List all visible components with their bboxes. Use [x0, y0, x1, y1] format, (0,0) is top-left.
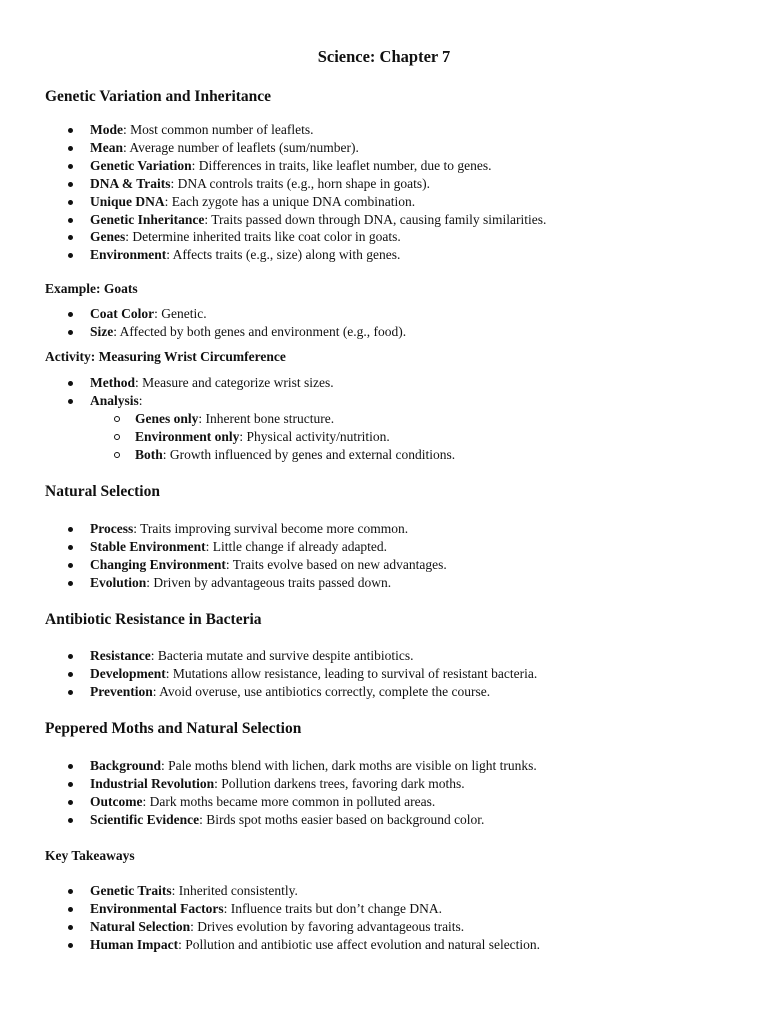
definition: : Differences in traits, like leaflet number, due to genes.	[191, 157, 492, 173]
analysis-sublist	[90, 410, 740, 464]
definition: : Each zygote has a unique DNA combination.	[164, 193, 416, 209]
list-item	[0, 193, 740, 211]
term: Process	[90, 521, 134, 536]
term: Unique DNA	[90, 193, 165, 209]
definition: : Traits improving survival become more common.	[133, 521, 409, 536]
list-item	[0, 900, 740, 918]
definition: : Traits evolve based on new advantages.	[225, 556, 447, 572]
term: Scientific Evidence	[90, 811, 200, 827]
definition: : Bacteria mutate and survive despite antibiotics.	[150, 648, 414, 663]
term: Background	[90, 758, 162, 773]
list-item	[0, 556, 740, 574]
term: Prevention	[90, 683, 153, 699]
example-goats-list	[0, 305, 740, 341]
list-item	[0, 665, 740, 683]
definition: : Mutations allow resistance, leading to survival of resistant bacteria.	[165, 665, 538, 681]
term: Evolution	[90, 574, 147, 590]
term: Mode	[90, 122, 123, 137]
page-title: Science: Chapter 7	[317, 47, 451, 66]
definition: : Influence traits but don’t change DNA.	[223, 900, 442, 916]
definition: : Genetic.	[154, 306, 207, 321]
definition: : Traits passed down through DNA, causing family similarities.	[204, 211, 547, 227]
key-takeaways-list	[0, 882, 740, 954]
term: Analysis	[90, 392, 139, 408]
natural-selection-list	[0, 520, 740, 592]
term: Environment	[90, 247, 167, 263]
list-item	[0, 228, 740, 246]
section-heading-genetic-variation: Genetic Variation and Inheritance	[45, 88, 272, 105]
list-item	[0, 538, 740, 556]
definition: : Affected by both genes and environment (e.g., food).	[113, 323, 407, 339]
section-heading-example-goats: Example: Goats	[45, 281, 138, 296]
list-item	[0, 374, 740, 392]
definition: : Pollution darkens trees, favoring dark moths.	[214, 775, 465, 791]
section-heading-key-takeaways: Key Takeaways	[45, 848, 135, 863]
genetic-variation-list	[0, 121, 740, 264]
term: Method	[90, 375, 135, 390]
term: Natural Selection	[90, 918, 191, 934]
list-item	[0, 175, 740, 193]
definition: : Affects traits (e.g., size) along with genes.	[166, 247, 401, 263]
definition: : Little change if already adapted.	[205, 538, 388, 554]
section-heading-natural-selection: Natural Selection	[45, 483, 160, 500]
term: Genetic Traits	[90, 883, 172, 898]
list-item	[0, 918, 740, 936]
list-item	[0, 246, 740, 264]
term: Environment only	[135, 428, 240, 444]
sub-list-item	[90, 410, 740, 428]
list-item	[0, 211, 740, 229]
term: Genes only	[135, 410, 199, 426]
list-item	[0, 392, 740, 464]
list-item	[0, 936, 740, 954]
list-item	[0, 683, 740, 701]
term: Changing Environment	[90, 556, 226, 572]
definition: : Avoid overuse, use antibiotics correctly, complete the course.	[152, 683, 491, 699]
sub-list-item	[90, 428, 740, 446]
list-item	[0, 121, 740, 139]
section-heading-peppered-moths: Peppered Moths and Natural Selection	[45, 720, 302, 737]
term: Development	[90, 665, 166, 681]
term: Genetic Inheritance	[90, 211, 205, 227]
term: Stable Environment	[90, 538, 206, 554]
list-item	[0, 793, 740, 811]
definition: : Growth influenced by genes and external conditions.	[162, 446, 456, 462]
definition: : Most common number of leaflets.	[123, 122, 314, 137]
section-heading-wrist-activity: Activity: Measuring Wrist Circumference	[45, 349, 286, 364]
term: Both	[135, 446, 163, 462]
definition: : Determine inherited traits like coat color in goats.	[125, 229, 401, 245]
definition: :	[138, 392, 143, 408]
term: Environmental Factors	[90, 900, 224, 916]
term: Outcome	[90, 793, 143, 809]
term: Resistance	[90, 648, 151, 663]
list-item	[0, 323, 740, 341]
peppered-moths-list	[0, 757, 740, 829]
term: Mean	[90, 139, 123, 155]
definition: : Inherent bone structure.	[198, 410, 335, 426]
list-item	[0, 157, 740, 175]
definition: : Driven by advantageous traits passed down.	[146, 574, 392, 590]
list-item	[0, 775, 740, 793]
list-item	[0, 520, 740, 538]
definition: : Inherited consistently.	[171, 883, 298, 898]
term: Genetic Variation	[90, 157, 192, 173]
list-item	[0, 647, 740, 665]
antibiotic-resistance-list	[0, 647, 740, 701]
definition: : Pollution and antibiotic use affect evolution and natural selection.	[178, 936, 541, 952]
list-item	[0, 882, 740, 900]
term: DNA & Traits	[90, 175, 171, 191]
sub-list-item	[90, 446, 740, 464]
list-item	[0, 574, 740, 592]
term: Genes	[90, 229, 126, 245]
term: Human Impact	[90, 936, 179, 952]
list-item	[0, 139, 740, 157]
definition: : Drives evolution by favoring advantageous traits.	[190, 918, 465, 934]
definition: : Average number of leaflets (sum/number).	[123, 139, 359, 155]
definition: : Physical activity/nutrition.	[239, 428, 390, 444]
definition: : Dark moths became more common in polluted areas.	[142, 793, 436, 809]
list-item	[0, 757, 740, 775]
section-heading-antibiotic-resistance: Antibiotic Resistance in Bacteria	[45, 611, 262, 628]
term: Coat Color	[90, 306, 155, 321]
definition: : Pale moths blend with lichen, dark moths are visible on light trunks.	[161, 758, 537, 773]
list-item	[0, 811, 740, 829]
definition: : Measure and categorize wrist sizes.	[135, 375, 334, 390]
term: Industrial Revolution	[90, 775, 215, 791]
definition: : DNA controls traits (e.g., horn shape in goats).	[170, 175, 430, 191]
list-item	[0, 305, 740, 323]
definition: : Birds spot moths easier based on background color.	[199, 811, 485, 827]
term: Size	[90, 323, 114, 339]
wrist-activity-list	[0, 374, 740, 464]
